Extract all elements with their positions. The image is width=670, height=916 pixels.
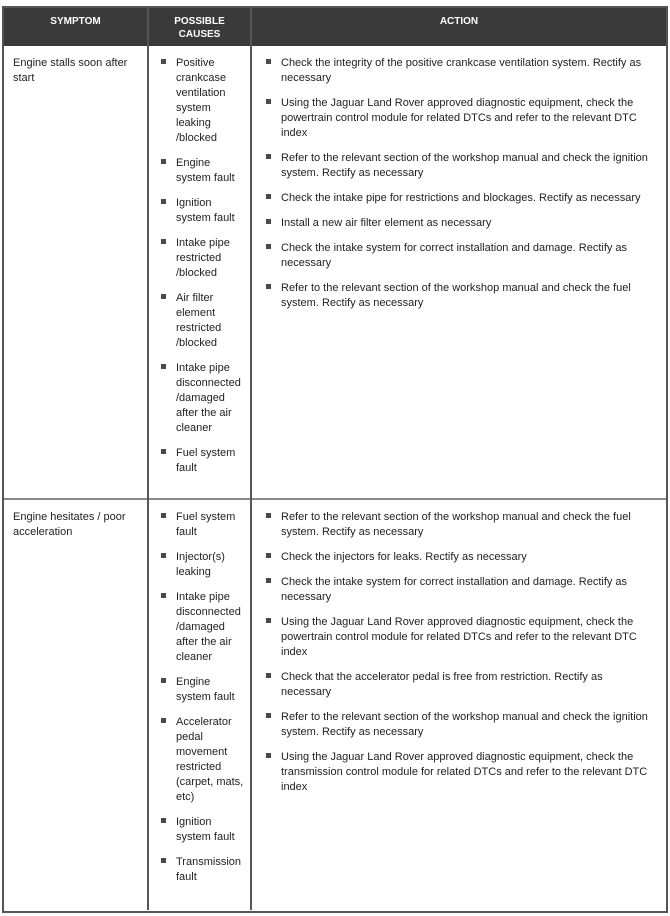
square-bullet-icon: [161, 239, 166, 244]
action-text: Check the intake system for correct installation and damage. Rectify as necessary: [281, 576, 628, 603]
header-action-label: ACTION: [439, 16, 479, 27]
header-row: [4, 8, 666, 46]
square-bullet-icon: [161, 858, 166, 863]
header-causes-line2: CAUSES: [178, 29, 221, 40]
cause-text: Accelerator pedal movement restricted (carpet, mats, etc): [176, 716, 244, 803]
causes-cell: [148, 46, 251, 499]
square-bullet-icon: [161, 513, 166, 518]
symptom-text: Engine stalls soon after start: [13, 57, 128, 84]
action-text: Refer to the relevant section of the workshop manual and check the fuel system. Rectify as necessary: [281, 282, 631, 309]
symptom-text: Engine hesitates / poor acceleration: [13, 511, 126, 538]
action-item: [264, 191, 652, 206]
header-causes-line1: POSSIBLE: [174, 16, 225, 27]
action-text: Check that the accelerator pedal is free from restriction. Rectify as necessary: [281, 671, 603, 698]
causes-cell: [148, 499, 251, 910]
square-bullet-icon: [161, 364, 166, 369]
square-bullet-icon: [266, 59, 271, 64]
cause-item: [159, 550, 244, 580]
square-bullet-icon: [266, 578, 271, 583]
header-causes: [148, 8, 251, 46]
cause-item: [159, 56, 244, 146]
causes-list: [149, 46, 250, 476]
action-item: [264, 510, 652, 540]
header-symptom: [4, 8, 148, 46]
cause-text: Fuel system fault: [176, 511, 236, 538]
cause-item: [159, 196, 244, 226]
cause-text: Ignition system fault: [176, 197, 235, 224]
cause-item: [159, 291, 244, 351]
square-bullet-icon: [161, 678, 166, 683]
action-item: [264, 281, 652, 311]
cause-text: Intake pipe disconnected /damaged after the air cleaner: [176, 362, 241, 434]
cause-text: Intake pipe disconnected /damaged after the air cleaner: [176, 591, 241, 663]
cause-text: Positive crankcase ventilation system leaking /blocked: [176, 57, 227, 144]
cause-text: Ignition system fault: [176, 816, 235, 843]
cause-item: [159, 715, 244, 805]
square-bullet-icon: [161, 59, 166, 64]
square-bullet-icon: [161, 449, 166, 454]
action-text: Check the injectors for leaks. Rectify as necessary: [281, 551, 527, 563]
action-item: [264, 241, 652, 271]
square-bullet-icon: [266, 513, 271, 518]
action-item: [264, 670, 652, 700]
action-item: [264, 575, 652, 605]
action-text: Install a new air filter element as necessary: [281, 217, 492, 229]
cause-text: Transmission fault: [176, 856, 241, 883]
table-row: [4, 499, 666, 910]
action-text: Check the intake system for correct installation and damage. Rectify as necessary: [281, 242, 628, 269]
square-bullet-icon: [266, 713, 271, 718]
square-bullet-icon: [161, 159, 166, 164]
square-bullet-icon: [266, 154, 271, 159]
square-bullet-icon: [266, 618, 271, 623]
cause-item: [159, 855, 244, 885]
square-bullet-icon: [266, 753, 271, 758]
cause-item: [159, 446, 244, 476]
cause-item: [159, 156, 244, 186]
action-item: [264, 96, 652, 141]
action-item: [264, 550, 652, 565]
header-causes-label: [149, 8, 250, 41]
actions-list: [252, 500, 666, 795]
action-item: [264, 615, 652, 660]
actions-cell: [251, 46, 666, 499]
square-bullet-icon: [161, 553, 166, 558]
header-symptom-label: SYMPTOM: [50, 16, 101, 27]
square-bullet-icon: [161, 294, 166, 299]
square-bullet-icon: [161, 818, 166, 823]
cause-item: [159, 361, 244, 436]
diagnostic-table-frame: [2, 6, 668, 913]
actions-cell: [251, 499, 666, 910]
square-bullet-icon: [266, 673, 271, 678]
diagnostic-table: [4, 8, 666, 910]
action-item: [264, 56, 652, 86]
square-bullet-icon: [266, 244, 271, 249]
symptom-cell: [4, 499, 148, 910]
square-bullet-icon: [161, 593, 166, 598]
cause-text: Injector(s) leaking: [176, 551, 225, 578]
symptom-cell: [4, 46, 148, 499]
square-bullet-icon: [266, 553, 271, 558]
cause-text: Engine system fault: [176, 157, 235, 184]
cause-item: [159, 510, 244, 540]
action-text: Check the intake pipe for restrictions and blockages. Rectify as necessary: [281, 192, 641, 204]
square-bullet-icon: [266, 194, 271, 199]
action-text: Refer to the relevant section of the workshop manual and check the ignition system. Rectify as necessary: [281, 152, 648, 179]
square-bullet-icon: [266, 284, 271, 289]
cause-item: [159, 236, 244, 281]
action-item: [264, 710, 652, 740]
action-text: Check the integrity of the positive crankcase ventilation system. Rectify as necessary: [281, 57, 642, 84]
cause-text: Intake pipe restricted /blocked: [176, 237, 230, 279]
action-text: Refer to the relevant section of the workshop manual and check the fuel system. Rectify as necessary: [281, 511, 631, 538]
cause-item: [159, 675, 244, 705]
cause-text: Engine system fault: [176, 676, 235, 703]
action-text: Using the Jaguar Land Rover approved diagnostic equipment, check the powertrain control module for related DTCs and refer to the relevant DTC index: [281, 616, 637, 658]
action-item: [264, 151, 652, 181]
action-text: Refer to the relevant section of the workshop manual and check the ignition system. Rectify as necessary: [281, 711, 648, 738]
cause-text: Fuel system fault: [176, 447, 236, 474]
action-item: [264, 750, 652, 795]
action-text: Using the Jaguar Land Rover approved diagnostic equipment, check the powertrain control module for related DTCs and refer to the relevant DTC index: [281, 97, 637, 139]
cause-item: [159, 815, 244, 845]
action-item: [264, 216, 652, 231]
actions-list: [252, 46, 666, 311]
cause-item: [159, 590, 244, 665]
square-bullet-icon: [161, 718, 166, 723]
cause-text: Air filter element restricted /blocked: [176, 292, 222, 349]
square-bullet-icon: [266, 219, 271, 224]
causes-list: [149, 500, 250, 885]
action-text: Using the Jaguar Land Rover approved diagnostic equipment, check the transmission control module for related DTCs and refer to the relevant DTC index: [281, 751, 648, 793]
table-row: [4, 46, 666, 499]
square-bullet-icon: [161, 199, 166, 204]
header-action: [251, 8, 666, 46]
square-bullet-icon: [266, 99, 271, 104]
